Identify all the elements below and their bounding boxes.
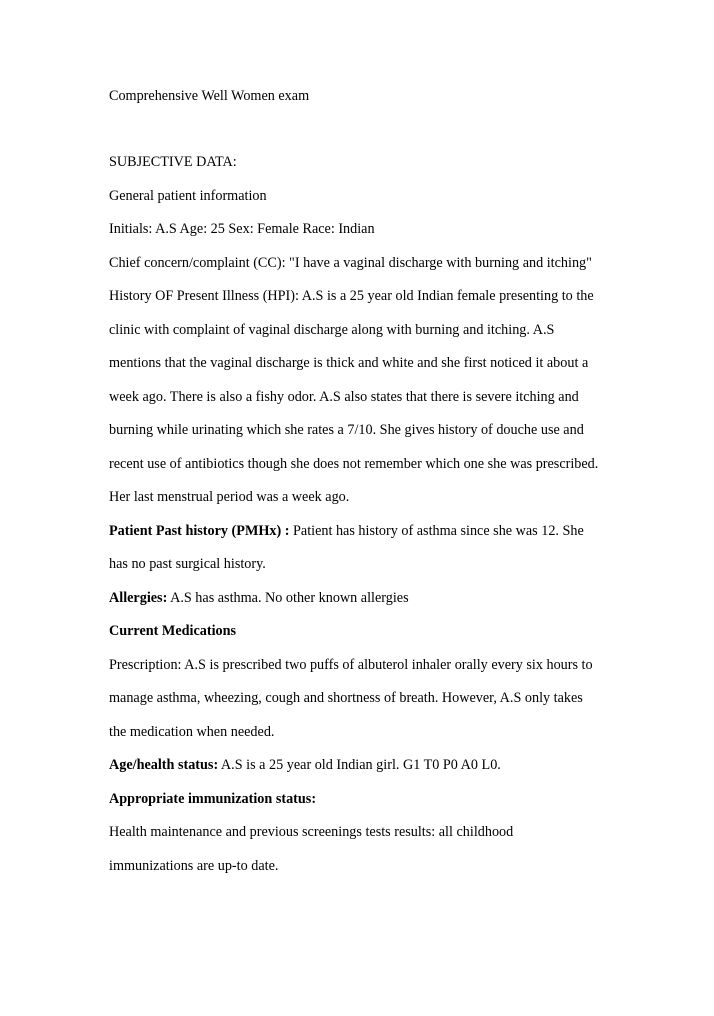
- health-line: Health maintenance and previous screenings tests results: all childhood: [109, 824, 514, 840]
- hpi-line: burning while urinating which she rates a 7/10. She gives history of douche use and: [109, 422, 584, 438]
- initials-line: Initials: A.S Age: 25 Sex: Female Race: Indian: [109, 221, 375, 237]
- immunization-heading: Appropriate immunization status:: [109, 790, 317, 807]
- pmhx-label: Patient Past history (PMHx) :: [109, 522, 290, 539]
- prescription-line: the medication when needed.: [109, 723, 275, 740]
- hpi-line: History OF Present Illness (HPI): A.S is a 25 year old Indian female presenting to the: [109, 288, 594, 304]
- allergies-line: [109, 582, 629, 616]
- hpi-line: Her last menstrual period was a week ago.: [109, 489, 350, 505]
- document-body: [109, 146, 629, 883]
- prescription-line: manage asthma, wheezing, cough and shortness of breath. However, A.S only takes: [109, 690, 583, 706]
- hpi-line: mentions that the vaginal discharge is thick and white and she first noticed it about a: [109, 355, 589, 371]
- medications-heading: Current Medications: [109, 623, 237, 639]
- hpi-line: week ago. There is also a fishy odor. A.S also states that there is severe itching and: [109, 388, 579, 405]
- pmhx-text: Patient has history of asthma since she was 12. She: [289, 522, 584, 539]
- chief-complaint: Chief concern/complaint (CC): "I have a vaginal discharge with burning and itching": [109, 254, 592, 271]
- pmhx-text-cont: has no past surgical history.: [109, 556, 266, 572]
- prescription-line: Prescription: A.S is prescribed two puffs of albuterol inhaler orally every six hours to: [109, 656, 593, 673]
- hpi-line: clinic with complaint of vaginal discharge along with burning and itching. A.S: [109, 321, 555, 338]
- document-title: Comprehensive Well Women exam: [109, 88, 310, 104]
- allergies-label: Allergies:: [109, 589, 168, 606]
- health-line: immunizations are up-to date.: [109, 857, 279, 874]
- hpi-line: recent use of antibiotics though she does not remember which one she was prescribed.: [109, 455, 599, 472]
- age-health-text: A.S is a 25 year old Indian girl. G1 T0 P0 A0 L0.: [218, 757, 501, 773]
- age-health-line: [109, 749, 629, 783]
- general-info-heading: General patient information: [109, 187, 267, 204]
- pmhx-line: [109, 515, 629, 549]
- allergies-text: A.S has asthma. No other known allergies: [167, 589, 409, 606]
- age-health-label: Age/health status:: [109, 757, 219, 773]
- subjective-heading: SUBJECTIVE DATA:: [109, 154, 237, 170]
